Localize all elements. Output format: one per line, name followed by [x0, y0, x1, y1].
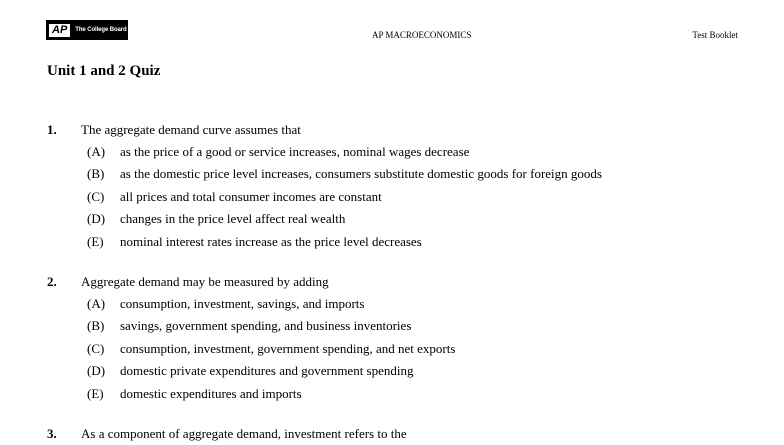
question-2 [47, 271, 747, 405]
choice-b [47, 163, 747, 185]
choice-text: consumption, investment, savings, and imports [120, 296, 365, 311]
choice-letter: (C) [87, 340, 105, 356]
choice-letter: (E) [87, 233, 104, 249]
choice-letter: (A) [87, 144, 106, 159]
subject-heading: AP MACROECONOMICS [372, 30, 472, 40]
choice-text: all prices and total consumer incomes are constant [120, 188, 382, 204]
choice-text: changes in the price level affect real wealth [120, 211, 346, 227]
question-1 [47, 119, 747, 253]
choice-text: consumption, investment, government spending, and net exports [120, 340, 456, 356]
choice-a [47, 293, 747, 315]
question-text: Aggregate demand may be measured by adding [81, 274, 329, 289]
choice-letter: (D) [87, 363, 106, 379]
choice-a [47, 141, 747, 163]
choice-letter: (B) [87, 166, 105, 182]
choice-c [47, 338, 747, 360]
answer-choices [47, 293, 747, 405]
choice-c [47, 186, 747, 208]
page-header [0, 0, 784, 50]
choice-text: as the price of a good or service increases, nominal wages decrease [120, 144, 470, 159]
logo-org-text: The College Board [75, 27, 127, 33]
college-board-logo [46, 20, 128, 40]
choice-d [47, 208, 747, 230]
choice-text: domestic private expenditures and government spending [120, 363, 414, 379]
choice-e [47, 383, 747, 405]
choice-b [47, 315, 747, 337]
question-text: The aggregate demand curve assumes that [81, 122, 301, 137]
question-stem [47, 423, 747, 445]
choice-letter: (C) [87, 188, 105, 204]
question-stem [47, 271, 747, 293]
choice-text: domestic expenditures and imports [120, 385, 302, 401]
booklet-label: Test Booklet [692, 30, 738, 40]
choice-text: nominal interest rates increase as the price level decreases [120, 233, 422, 249]
choice-letter: (B) [87, 318, 105, 334]
choice-letter: (D) [87, 211, 106, 227]
choice-text: as the domestic price level increases, consumers substitute domestic goods for foreign goods [120, 166, 602, 182]
choice-letter: (E) [87, 385, 104, 401]
choice-d [47, 360, 747, 382]
question-number: 2. [47, 274, 57, 289]
choice-text: savings, government spending, and business inventories [120, 318, 412, 334]
choice-e [47, 231, 747, 253]
question-stem [47, 119, 747, 141]
question-text: As a component of aggregate demand, investment refers to the [81, 426, 407, 441]
choice-letter: (A) [87, 296, 106, 311]
question-number: 1. [47, 122, 57, 137]
question-3 [47, 423, 747, 445]
quiz-title: Unit 1 and 2 Quiz [47, 63, 161, 79]
question-number: 3. [47, 426, 57, 441]
answer-choices [47, 141, 747, 253]
logo-ap-text: AP [49, 24, 70, 37]
